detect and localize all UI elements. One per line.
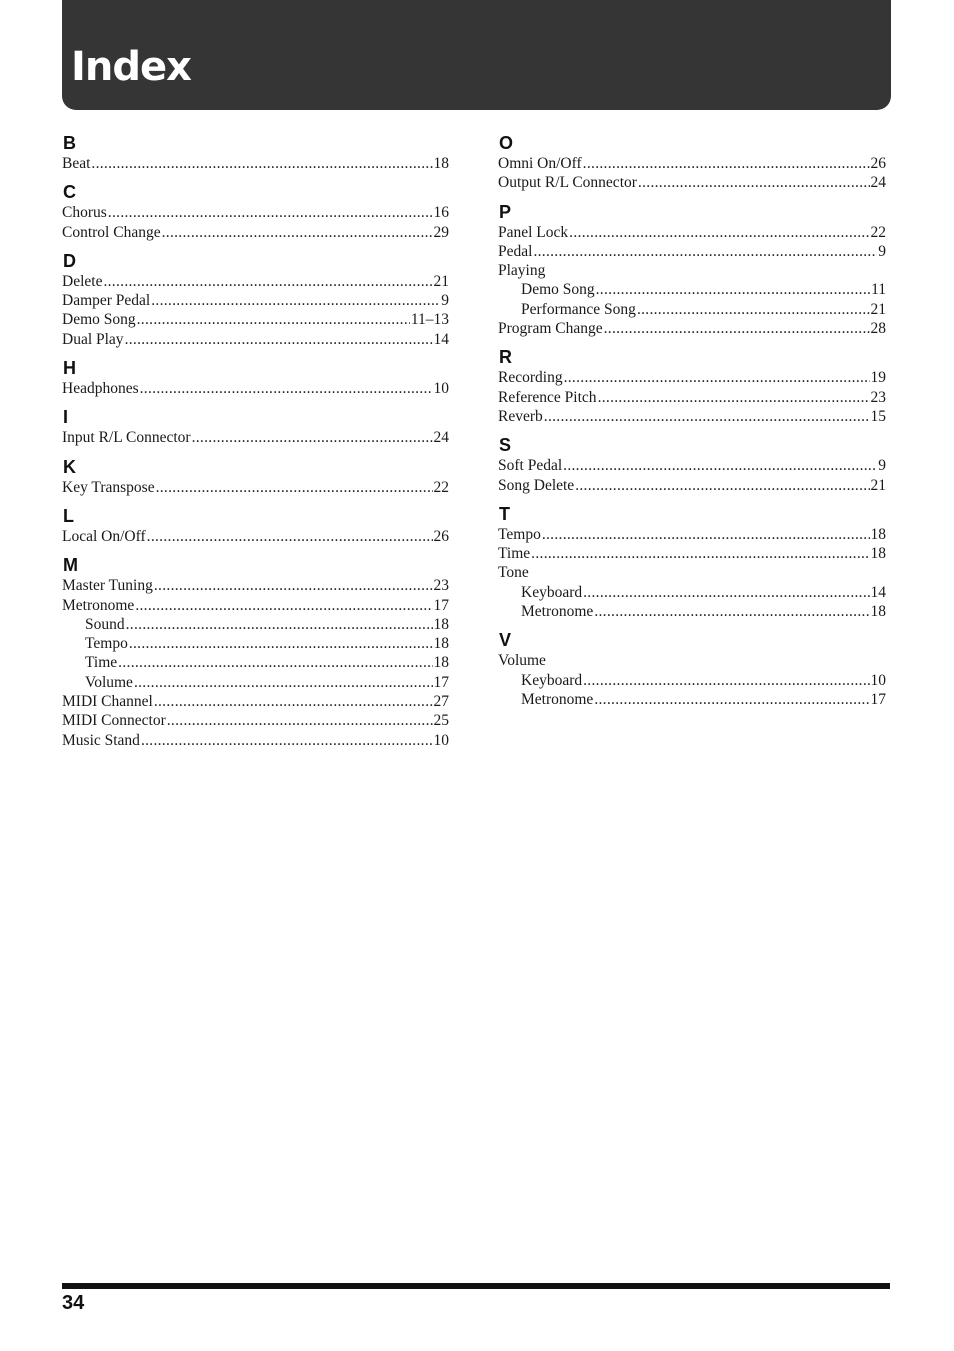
entry-label: Control Change (62, 223, 161, 241)
entry-label: Soft Pedal (498, 457, 563, 475)
dot-leader (125, 330, 433, 349)
entry-label: Volume (85, 673, 133, 691)
index-entry (62, 203, 449, 222)
index-column-right (498, 132, 886, 717)
index-subentry (62, 615, 449, 634)
entry-page-number: 18 (433, 654, 449, 672)
entry-page-number: 24 (870, 174, 886, 192)
entry-page-number: 9 (878, 242, 886, 260)
index-entry (498, 456, 886, 475)
entry-label: Program Change (498, 320, 603, 338)
index-entry (498, 476, 886, 495)
entry-label: MIDI Connector (62, 712, 166, 730)
entry-label: Song Delete (498, 476, 575, 494)
dot-leader (151, 291, 440, 310)
dot-leader (141, 731, 433, 750)
dot-leader (594, 690, 869, 709)
index-entry (62, 478, 449, 497)
entry-page-number: 22 (870, 223, 886, 241)
entry-page-number: 21 (870, 300, 886, 318)
index-entry (62, 223, 449, 242)
entry-page-number: 17 (433, 673, 449, 691)
dot-leader (129, 634, 433, 653)
entry-page-number: 21 (870, 476, 886, 494)
index-subentry (498, 583, 886, 602)
entry-page-number: 23 (870, 388, 886, 406)
entry-label: Reference Pitch (498, 388, 597, 406)
entry-label: Metronome (62, 596, 135, 614)
entry-label: Tone (498, 564, 529, 582)
section-letter: R (499, 347, 512, 368)
index-section-p (498, 201, 886, 339)
index-section-t (498, 503, 886, 621)
section-letter: K (63, 456, 76, 477)
entry-label: Key Transpose (62, 478, 155, 496)
index-section-c (62, 181, 449, 242)
index-subentry (62, 673, 449, 692)
index-section-l (62, 505, 449, 546)
entry-page-number: 10 (433, 731, 449, 749)
dot-leader (604, 319, 870, 338)
dot-leader (167, 711, 433, 730)
dot-leader (583, 671, 869, 690)
entry-label: Demo Song (62, 311, 136, 329)
index-entry (498, 388, 886, 407)
entry-label: Time (498, 545, 531, 563)
entry-page-number: 25 (433, 712, 449, 730)
entry-label: Reverb (498, 407, 543, 425)
index-entry (62, 272, 449, 291)
entry-label: Chorus (62, 204, 107, 222)
dot-leader (598, 388, 870, 407)
entry-page-number: 10 (433, 380, 449, 398)
dot-leader (154, 576, 433, 595)
section-letter: V (499, 630, 512, 651)
entry-page-number: 14 (870, 583, 886, 601)
section-letter: T (499, 503, 510, 524)
dot-leader (156, 478, 433, 497)
entry-page-number: 24 (433, 429, 449, 447)
index-entry (498, 525, 886, 544)
index-entry (498, 173, 886, 192)
entry-page-number: 18 (870, 525, 886, 543)
index-section-r (498, 346, 886, 426)
index-entry (62, 527, 449, 546)
index-entry (498, 154, 886, 173)
dot-leader (192, 428, 433, 447)
index-section-v (498, 629, 886, 709)
index-entry (62, 291, 449, 310)
index-subentry (498, 671, 886, 690)
index-entry (62, 310, 449, 329)
entry-page-number: 18 (870, 545, 886, 563)
entry-page-number: 19 (870, 369, 886, 387)
dot-leader (583, 154, 870, 173)
dot-leader (134, 673, 433, 692)
entry-page-number: 28 (870, 320, 886, 338)
entry-page-number: 11–13 (410, 311, 449, 329)
entry-page-number: 26 (870, 155, 886, 172)
index-entry (62, 711, 449, 730)
index-entry (498, 563, 886, 582)
index-entry (498, 407, 886, 426)
dot-leader (140, 379, 433, 398)
index-entry (62, 692, 449, 711)
index-entry (62, 330, 449, 349)
index-entry (498, 544, 886, 563)
entry-page-number: 27 (433, 693, 449, 711)
page-title: Index (71, 44, 191, 90)
index-subentry (62, 653, 449, 672)
entry-page-number: 14 (433, 330, 449, 348)
section-letter: B (63, 133, 76, 153)
index-section-m (62, 554, 449, 750)
index-header-bar (62, 0, 891, 110)
section-letter: P (499, 201, 512, 222)
index-entry (62, 379, 449, 398)
entry-label: Metronome (521, 690, 594, 708)
entry-label: Recording (498, 369, 563, 387)
index-subentry (498, 602, 886, 621)
dot-leader (533, 242, 877, 261)
entry-page-number: 18 (433, 615, 449, 633)
dot-leader (569, 223, 869, 242)
entry-label: Input R/L Connector (62, 429, 191, 447)
index-column-left (62, 132, 449, 758)
entry-label: Keyboard (521, 671, 583, 689)
dot-leader (544, 407, 870, 426)
index-entry (62, 154, 449, 173)
entry-label: Dual Play (62, 330, 124, 348)
entry-page-number: 17 (433, 596, 449, 614)
dot-leader (583, 583, 869, 602)
entry-label: Music Stand (62, 731, 140, 749)
index-entry (498, 223, 886, 242)
dot-leader (575, 476, 869, 495)
index-subentry (498, 300, 886, 319)
entry-label: Beat (62, 155, 91, 172)
entry-label: Headphones (62, 380, 139, 398)
entry-label: Omni On/Off (498, 155, 582, 172)
entry-page-number: 18 (433, 635, 449, 653)
dot-leader (594, 602, 869, 621)
index-section-s (498, 434, 886, 495)
index-entry (62, 596, 449, 615)
entry-page-number: 11 (871, 281, 886, 299)
dot-leader (563, 456, 877, 475)
section-letter: C (63, 182, 76, 203)
index-section-k (62, 456, 449, 497)
entry-page-number: 9 (878, 457, 886, 475)
entry-label: Delete (62, 272, 103, 290)
entry-label: Damper Pedal (62, 292, 151, 310)
entry-label: Time (85, 654, 118, 672)
entry-page-number: 23 (433, 577, 449, 595)
index-subentry (498, 690, 886, 709)
index-section-o (498, 132, 886, 193)
index-entry (62, 428, 449, 447)
entry-label: Pedal (498, 242, 533, 260)
entry-page-number: 18 (433, 155, 449, 172)
dot-leader (118, 653, 432, 672)
dot-leader (103, 272, 432, 291)
section-letter: D (63, 250, 76, 271)
entry-label: MIDI Channel (62, 693, 153, 711)
dot-leader (108, 203, 433, 222)
index-entry (498, 368, 886, 387)
entry-page-number: 17 (870, 690, 886, 708)
entry-label: Tempo (498, 525, 541, 543)
dot-leader (154, 692, 433, 711)
entry-label: Tempo (85, 635, 128, 653)
entry-page-number: 10 (870, 671, 886, 689)
dot-leader (135, 596, 432, 615)
index-entry (62, 731, 449, 750)
footer-rule (62, 1283, 890, 1289)
entry-label: Volume (498, 652, 546, 670)
entry-page-number: 18 (870, 603, 886, 621)
index-entry (62, 576, 449, 595)
dot-leader (91, 154, 432, 173)
section-letter: H (63, 358, 76, 379)
dot-leader (637, 300, 870, 319)
entry-label: Keyboard (521, 583, 583, 601)
entry-label: Demo Song (521, 281, 595, 299)
section-letter: O (499, 133, 514, 153)
index-entry (498, 242, 886, 261)
entry-label: Sound (85, 615, 125, 633)
index-section-i (62, 406, 449, 447)
dot-leader (531, 544, 869, 563)
page-number: 34 (62, 1292, 85, 1314)
entry-page-number: 21 (433, 272, 449, 290)
entry-page-number: 26 (433, 527, 449, 545)
dot-leader (542, 525, 870, 544)
entry-label: Local On/Off (62, 527, 146, 545)
dot-leader (126, 615, 433, 634)
entry-label: Playing (498, 262, 546, 280)
index-entry (498, 261, 886, 280)
index-section-h (62, 357, 449, 398)
dot-leader (638, 173, 870, 192)
entry-page-number: 15 (870, 407, 886, 425)
index-entry (498, 651, 886, 670)
index-entry (498, 319, 886, 338)
index-section-d (62, 250, 449, 349)
dot-leader (162, 223, 433, 242)
entry-label: Performance Song (521, 300, 636, 318)
dot-leader (596, 280, 870, 299)
section-letter: I (63, 407, 69, 428)
entry-page-number: 16 (433, 204, 449, 222)
index-section-b (62, 132, 449, 173)
section-letter: L (63, 505, 74, 526)
entry-label: Metronome (521, 603, 594, 621)
section-letter: S (499, 435, 512, 456)
index-subentry (62, 634, 449, 653)
entry-page-number: 29 (433, 223, 449, 241)
dot-leader (564, 368, 870, 387)
entry-label: Panel Lock (498, 223, 569, 241)
entry-page-number: 22 (433, 478, 449, 496)
dot-leader (137, 310, 410, 329)
section-letter: M (63, 555, 78, 576)
entry-label: Master Tuning (62, 577, 153, 595)
dot-leader (147, 527, 433, 546)
entry-page-number: 9 (441, 292, 449, 310)
index-subentry (498, 280, 886, 299)
entry-label: Output R/L Connector (498, 174, 637, 192)
